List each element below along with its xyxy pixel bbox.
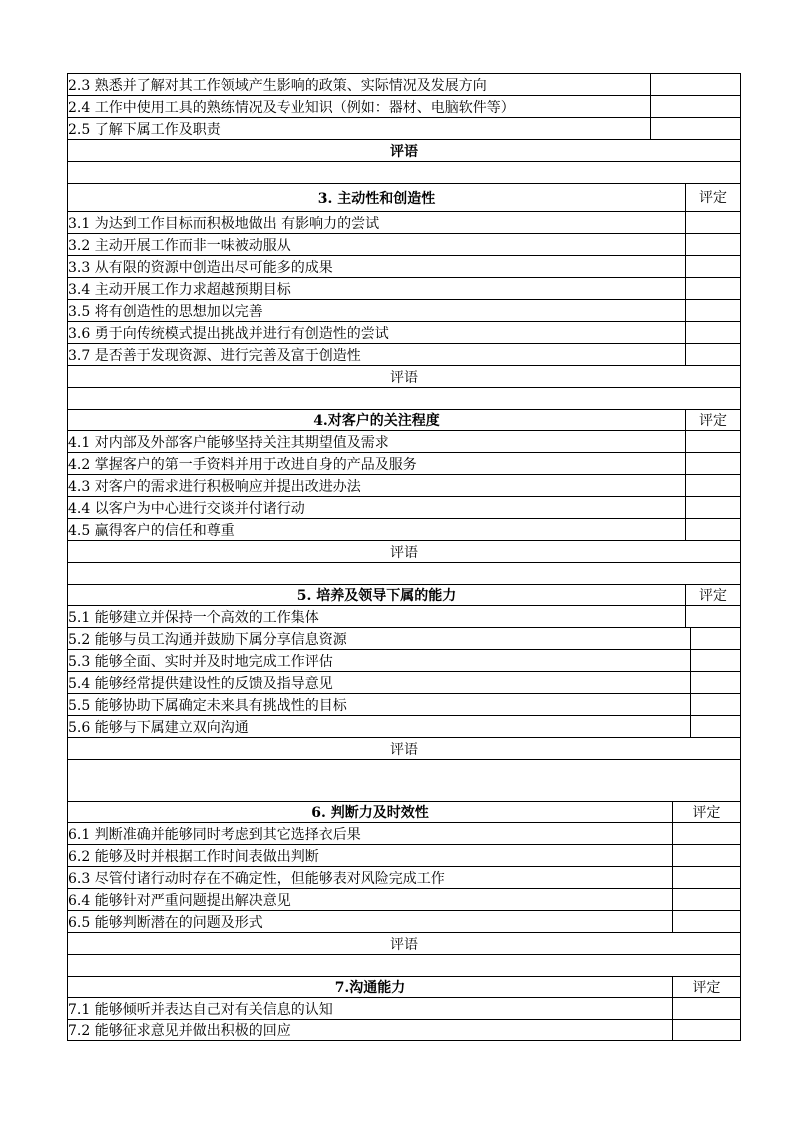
section-header-5 <box>67 585 741 606</box>
item-text: 2.5 了解下属工作及职责 <box>68 121 221 138</box>
item-text: 5.2 能够与员工沟通并鼓励下属分享信息资源 <box>68 631 347 648</box>
rating-cell[interactable] <box>650 95 741 118</box>
item-text: 5.6 能够与下属建立双向沟通 <box>68 719 249 736</box>
item-text: 3.1 为达到工作目标而积极地做出 有影响力的尝试 <box>68 215 380 232</box>
rating-cell[interactable] <box>685 518 741 541</box>
section-title: 4.对客户的关注程度 <box>313 413 440 429</box>
rating-cell[interactable] <box>650 73 741 96</box>
rating-cell[interactable] <box>672 844 741 867</box>
rating-cell[interactable] <box>690 649 741 672</box>
comment-label-row <box>67 738 741 760</box>
rating-header: 评定 <box>672 801 741 823</box>
item-row <box>67 278 741 300</box>
section-header-6 <box>67 802 741 823</box>
item-row <box>67 694 741 716</box>
rating-cell[interactable] <box>685 496 741 519</box>
item-row <box>67 911 741 933</box>
item-row <box>67 998 741 1020</box>
comment-label-row <box>67 541 741 563</box>
item-row <box>67 650 741 672</box>
item-text: 2.3 熟悉并了解对其工作领域产生影响的政策、实际情况及发展方向 <box>68 77 487 94</box>
item-text: 2.4 工作中使用工具的熟练情况及专业知识（例如：器材、电脑软件等） <box>68 99 515 116</box>
item-text: 6.1 判断准确并能够同时考虑到其它选择衣后果 <box>68 826 361 843</box>
comment-label: 评语 <box>390 936 418 953</box>
item-row <box>67 606 741 628</box>
item-text: 5.3 能够全面、实时并及时地完成工作评估 <box>68 653 333 670</box>
item-text: 3.7 是否善于发现资源、进行完善及富于创造性 <box>68 347 361 364</box>
item-row <box>67 344 741 366</box>
item-row <box>67 118 741 140</box>
item-row <box>67 672 741 694</box>
comment-field[interactable] <box>67 760 741 802</box>
rating-cell[interactable] <box>672 997 741 1020</box>
rating-cell[interactable] <box>685 321 741 344</box>
rating-cell[interactable] <box>690 715 741 738</box>
rating-cell[interactable] <box>650 117 741 140</box>
comment-label: 评语 <box>390 143 418 160</box>
section-header-7 <box>67 977 741 998</box>
item-text: 3.6 勇于向传统模式提出挑战并进行有创造性的尝试 <box>68 325 389 342</box>
item-row <box>67 845 741 867</box>
item-text: 5.1 能够建立并保持一个高效的工作集体 <box>68 609 319 626</box>
item-row <box>67 431 741 453</box>
rating-cell[interactable] <box>685 211 741 234</box>
rating-cell[interactable] <box>685 255 741 278</box>
item-row <box>67 212 741 234</box>
item-row <box>67 300 741 322</box>
comment-label: 评语 <box>390 741 418 758</box>
section-header-4 <box>67 410 741 431</box>
item-text: 7.1 能够倾听并表达自己对有关信息的认知 <box>68 1001 333 1018</box>
item-row <box>67 73 741 96</box>
item-row <box>67 628 741 650</box>
comment-label-row <box>67 366 741 388</box>
section-title: 7.沟通能力 <box>334 980 406 996</box>
rating-cell[interactable] <box>690 671 741 694</box>
item-row <box>67 519 741 541</box>
rating-cell[interactable] <box>672 910 741 933</box>
rating-cell[interactable] <box>690 693 741 716</box>
item-text: 3.3 从有限的资源中创造出尽可能多的成果 <box>68 259 333 276</box>
item-text: 6.4 能够针对严重问题提出解决意见 <box>68 892 291 909</box>
rating-header: 评定 <box>685 584 741 606</box>
rating-cell[interactable] <box>685 452 741 475</box>
item-text: 4.1 对内部及外部客户能够坚持关注其期望值及需求 <box>68 434 389 451</box>
rating-cell[interactable] <box>672 1019 741 1041</box>
item-text: 4.2 掌握客户的第一手资料并用于改进自身的产品及服务 <box>68 456 417 473</box>
item-row <box>67 322 741 344</box>
item-text: 3.5 将有创造性的思想加以完善 <box>68 303 263 320</box>
item-text: 3.2 主动开展工作而非一味被动服从 <box>68 237 291 254</box>
comment-label: 评语 <box>390 544 418 561</box>
comment-label: 评语 <box>390 369 418 386</box>
item-text: 4.5 赢得客户的信任和尊重 <box>68 522 235 539</box>
rating-cell[interactable] <box>685 277 741 300</box>
item-text: 5.5 能够协助下属确定未来具有挑战性的目标 <box>68 697 347 714</box>
item-text: 4.3 对客户的需求进行积极响应并提出改进办法 <box>68 478 361 495</box>
section-title: 5. 培养及领导下属的能力 <box>296 588 457 604</box>
item-text: 6.2 能够及时并根据工作时间表做出判断 <box>68 848 319 865</box>
item-row <box>67 889 741 911</box>
item-row <box>67 475 741 497</box>
section-title: 6. 判断力及时效性 <box>311 805 429 821</box>
comment-label-row <box>67 933 741 955</box>
rating-header: 评定 <box>672 976 741 998</box>
item-text: 5.4 能够经常提供建设性的反馈及指导意见 <box>68 675 333 692</box>
rating-cell[interactable] <box>685 343 741 366</box>
section-title: 3. 主动性和创造性 <box>317 190 436 207</box>
rating-cell[interactable] <box>672 866 741 889</box>
item-text: 7.2 能够征求意见并做出积极的回应 <box>68 1023 291 1039</box>
item-row <box>67 867 741 889</box>
section-header-3 <box>67 184 741 212</box>
item-text: 4.4 以客户为中心进行交谈并付诸行动 <box>68 500 305 517</box>
item-text: 3.4 主动开展工作力求超越预期目标 <box>68 281 291 298</box>
item-row <box>67 453 741 475</box>
rating-header: 评定 <box>685 409 741 431</box>
rating-cell[interactable] <box>685 430 741 453</box>
item-row <box>67 96 741 118</box>
item-row <box>67 256 741 278</box>
comment-field[interactable] <box>67 563 741 585</box>
item-text: 6.5 能够判断潜在的问题及形式 <box>68 914 263 931</box>
item-row <box>67 497 741 519</box>
comment-field[interactable] <box>67 162 741 184</box>
rating-cell[interactable] <box>685 605 741 628</box>
comment-label-row <box>67 140 741 162</box>
rating-cell[interactable] <box>672 822 741 845</box>
item-row <box>67 823 741 845</box>
rating-cell[interactable] <box>690 627 741 650</box>
item-row <box>67 1020 741 1041</box>
comment-field[interactable] <box>67 388 741 410</box>
comment-field[interactable] <box>67 955 741 977</box>
rating-cell[interactable] <box>685 233 741 256</box>
rating-cell[interactable] <box>685 299 741 322</box>
item-row <box>67 716 741 738</box>
rating-cell[interactable] <box>685 474 741 497</box>
item-text: 6.3 尽管付诸行动时存在不确定性，但能够表对风险完成工作 <box>68 870 445 887</box>
rating-header: 评定 <box>685 183 741 212</box>
rating-cell[interactable] <box>672 888 741 911</box>
item-row <box>67 234 741 256</box>
